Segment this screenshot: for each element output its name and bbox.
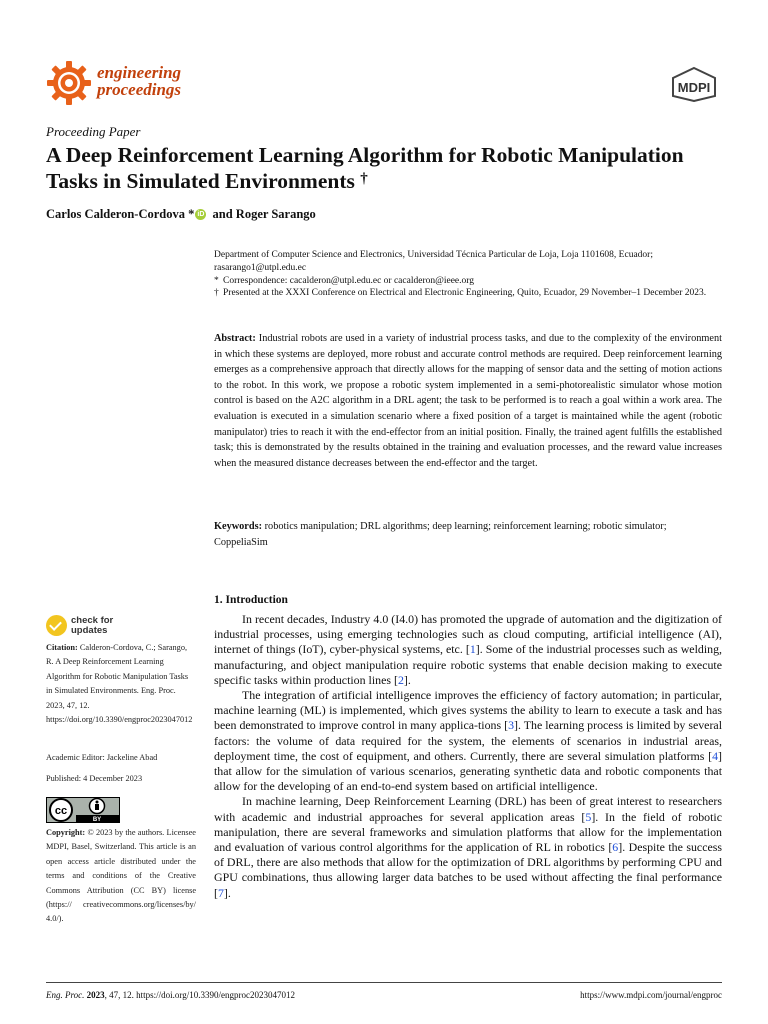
correspondence-text: Correspondence: cacalderon@utpl.edu.ec or cacalderon@ieee.org (223, 275, 475, 286)
paragraph: The integration of artificial intelligence improves the efficiency of factory automation; in particular, machine learning (ML) is implemented, which gives systems the ability to learn to execute a task and has been demonstrated to improve control in many applica-tions [3]. The learning process is limited by several factors: the volume of data required for the system, the elements of scenarios in industrial areas, deployment time, the cost of equipment, and others. Currently, there are several simulation platforms [4] that allow for the simulation of various scenarios, generating synthetic data and robotic components that allow for the developing of an end-to-end system based on artificial intelligence. (214, 688, 722, 794)
footer-year: 2023 (86, 990, 105, 1000)
mdpi-logo-text: MDPI (677, 80, 711, 95)
paper-type: Proceeding Paper (46, 124, 141, 139)
keywords-text: robotics manipulation; DRL algorithms; deep learning; reinforcement learning; robotic simulator; CoppeliaSim (214, 521, 667, 548)
journal-gear-logo (46, 60, 92, 106)
journal-name (97, 64, 181, 98)
footer-journal: Eng. Proc. (46, 990, 85, 1000)
body-text (214, 612, 722, 901)
author-name[interactable]: and Roger Sarango (212, 207, 316, 221)
checkmark-icon (46, 615, 67, 636)
citation-link[interactable]: 3 (508, 718, 515, 733)
orcid-icon[interactable]: iD (197, 211, 205, 218)
corresponding-mark: * (188, 207, 195, 221)
citation-label: Citation: (46, 643, 78, 652)
keywords-label: Keywords: (214, 521, 263, 532)
section-heading: 1. Introduction (214, 594, 288, 606)
citation-link[interactable]: 1 (469, 642, 476, 657)
abstract (214, 331, 722, 471)
citation-link[interactable]: 2 (397, 672, 404, 687)
footer-citation (46, 990, 295, 1000)
correspondence-note (214, 275, 724, 288)
citation-text: Calderon-Cordova, C.; Sarango, R. A Deep Reinforcement Learning Algorithm for Robotic Manipulation Tasks in Simulated Environments. Eng. Proc. 2023, 47, 12. https://doi.org/10.3390/engproc2023047012 (46, 643, 193, 725)
title-footnote-mark: † (360, 171, 368, 187)
citation-block (46, 641, 196, 727)
paper-title-text: A Deep Reinforcement Learning Algorithm for Robotic Manipulation Tasks in Simulated Environments (46, 143, 684, 193)
footer-journal-url[interactable]: https://www.mdpi.com/journal/engproc (580, 990, 722, 1000)
footnote-mark: † (214, 288, 219, 299)
copyright-notice (46, 826, 196, 927)
abstract-text: Industrial robots are used in a variety of industrial process tasks, and due to the complexity of the environment in which these systems are deployed, more robust and accurate control methods are required. Deep reinforcement learning emerges as a comprehensive approach that directly allows for the mapping of sensor data and the setting of motion actions to the robot. In this work, we propose a robotic system implemented in a semi-photorealistic simulator whose motion control is based on the A2C algorithm in a DRL agent; the task to be performed is to reach a goal within a work area. The evaluation is executed in a simulation scenario where a fixed position of a target is maintained while the agent (robotic manipulator) tries to reach it with the end-effector from an initial position. Finally, the trained agent fulfills the established task; this is demonstrated by the results obtained in the training and evaluation processes, and the reward value increases when the measured distance decreases between the end-effector and the target. (214, 333, 722, 469)
keywords (214, 519, 722, 550)
presented-note (214, 287, 724, 300)
footnote-mark: * (214, 275, 219, 286)
cc-text: cc (54, 805, 68, 817)
copyright-label: Copyright: (46, 828, 86, 837)
check-for-updates-button[interactable] (46, 615, 113, 636)
copyright-text: © 2023 by the authors. Licensee MDPI, Basel, Switzerland. This article is an open access article distributed under the terms and conditions of the Creative Commons Attribution (CC BY) license (https:// creativecommons.org/licenses/by/ 4.0/). (46, 828, 196, 924)
by-text: BY (92, 817, 102, 823)
presented-text: Presented at the XXXI Conference on Electrical and Electronic Engineering, Quito, Ecuador, 29 November–1 December 2023. (223, 288, 707, 299)
author-name[interactable]: Carlos Calderon-Cordova (46, 207, 186, 221)
academic-editor: Academic Editor: Jackeline Abad (46, 753, 158, 762)
check-for-updates-label (71, 616, 113, 635)
paragraph: In recent decades, Industry 4.0 (I4.0) has promoted the upgrade of automation and the digitization of industrial processes, using emerging technologies such as cloud computing, artificial intelligence (AI), internet of things (IoT), cyber-physical systems, etc. [1]. Some of the industrial processes such as welding, manufacturing, and object manipulation require robotic systems that enable decision making to execute specific tasks within production lines [2]. (214, 612, 722, 687)
journal-name-line1: engineering (97, 63, 182, 82)
paragraph: In machine learning, Deep Reinforcement Learning (DRL) has been of great interest to researchers with academic and industrial approaches for several application areas [5]. In the field of robotic manipulation, there are several frameworks and simulation platforms that allow for the implementation and evaluation of various control algorithms for the application of RL in robotics [6]. Despite the success of DRL, there are also methods that allow for the optimization of DRL algorithms by performing CPU and GPU combinations, thus allowing larger data batches to be used without affecting the final performance [7]. (214, 794, 722, 900)
citation-link[interactable]: 6 (612, 840, 619, 855)
citation-link[interactable]: 5 (585, 809, 592, 824)
journal-name-line2: proceedings (97, 80, 182, 99)
author-list (46, 207, 316, 222)
footer-divider (46, 982, 722, 983)
abstract-label: Abstract: (214, 333, 256, 344)
affiliation-text: Department of Computer Science and Electronics, Universidad Técnica Particular de Loja, Loja 1101608, Ecuador; rasarango1@utpl.edu.ec (214, 250, 653, 273)
cc-by-license-icon[interactable] (46, 797, 120, 823)
check-line1: check for (71, 615, 114, 626)
footer-doi[interactable]: , 47, 12. https://doi.org/10.3390/engproc2023047012 (104, 990, 295, 1000)
citation-link[interactable]: 4 (712, 748, 719, 763)
citation-link[interactable]: 7 (217, 885, 224, 900)
published-date: Published: 4 December 2023 (46, 774, 143, 783)
mdpi-logo (669, 66, 719, 102)
page-footer (46, 990, 722, 1000)
affiliations (214, 249, 724, 300)
paper-title (46, 142, 706, 194)
check-line2: updates (71, 624, 108, 636)
